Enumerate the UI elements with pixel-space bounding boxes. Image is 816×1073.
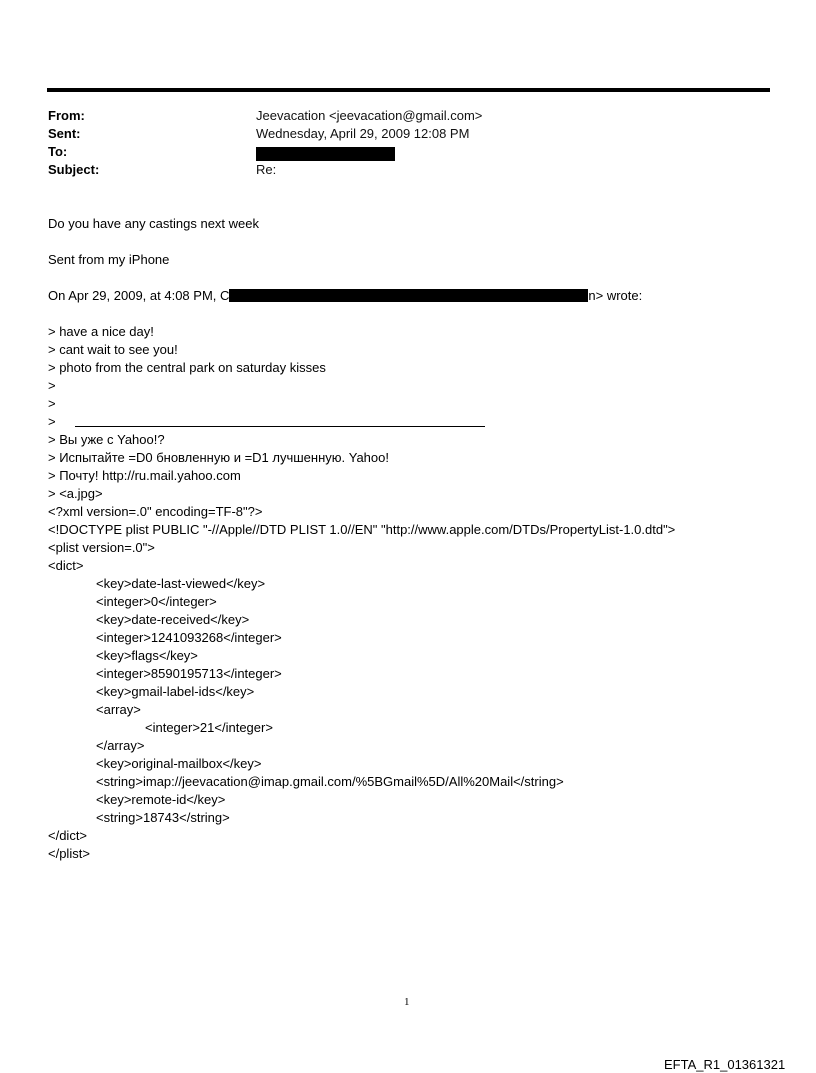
plist-line: <integer>0</integer> bbox=[96, 594, 217, 609]
plist-line: <dict> bbox=[48, 558, 84, 573]
plist-line: <key>remote-id</key> bbox=[96, 792, 226, 807]
sender-redaction bbox=[229, 289, 588, 302]
plist-line: <integer>1241093268</integer> bbox=[96, 630, 282, 645]
plist-line: <plist version=.0"> bbox=[48, 540, 155, 555]
from-label: From: bbox=[48, 108, 85, 123]
bates-number: EFTA_R1_01361321 bbox=[664, 1057, 786, 1072]
quoted-line: > <a.jpg> bbox=[48, 486, 103, 501]
plist-line: <key>date-received</key> bbox=[96, 612, 250, 627]
quoted-line: > Вы уже с Yahoo!? bbox=[48, 432, 165, 447]
wrote-suffix: n> wrote: bbox=[588, 288, 643, 303]
sent-label: Sent: bbox=[48, 126, 81, 141]
plist-line: <integer>21</integer> bbox=[145, 720, 273, 735]
quoted-line: > Почту! http://ru.mail.yahoo.com bbox=[48, 468, 241, 483]
plist-line: <key>flags</key> bbox=[96, 648, 198, 663]
plist-line: <!DOCTYPE plist PUBLIC "-//Apple//DTD PLIST 1.0//EN" "http://www.apple.com/DTDs/PropertyList-1.0.dtd"> bbox=[48, 522, 676, 537]
plist-line: <array> bbox=[96, 702, 141, 717]
signature-divider bbox=[75, 426, 485, 427]
page-number: 1 bbox=[404, 996, 410, 1008]
quoted-line: > bbox=[48, 414, 56, 429]
subject-label: Subject: bbox=[48, 162, 100, 177]
subject-value: Re: bbox=[256, 162, 277, 177]
plist-line: </plist> bbox=[48, 846, 90, 861]
plist-line: <integer>8590195713</integer> bbox=[96, 666, 282, 681]
to-label: To: bbox=[48, 144, 68, 159]
plist-line: <string>imap://jeevacation@imap.gmail.com/%5BGmail%5D/All%20Mail</string> bbox=[96, 774, 564, 789]
sent-value: Wednesday, April 29, 2009 12:08 PM bbox=[256, 126, 470, 141]
to-redaction bbox=[256, 147, 395, 166]
plist-line: </dict> bbox=[48, 828, 88, 843]
plist-line: <?xml version=.0" encoding=TF-8"?> bbox=[48, 504, 263, 519]
wrote-line bbox=[48, 287, 642, 305]
quoted-line: > Испытайте =D0 бновленную и =D1 лучшенную. Yahoo! bbox=[48, 450, 389, 465]
body-line-castings: Do you have any castings next week bbox=[48, 216, 260, 231]
quoted-line: > photo from the central park on saturday kisses bbox=[48, 360, 326, 375]
plist-line: <key>original-mailbox</key> bbox=[96, 756, 262, 771]
plist-line: <key>date-last-viewed</key> bbox=[96, 576, 266, 591]
body-line-signature: Sent from my iPhone bbox=[48, 252, 170, 267]
wrote-prefix: On Apr 29, 2009, at 4:08 PM, C bbox=[48, 288, 230, 303]
quoted-line: > have a nice day! bbox=[48, 324, 154, 339]
quoted-line: > bbox=[48, 396, 56, 411]
header-rule bbox=[47, 88, 770, 92]
plist-line: </array> bbox=[96, 738, 145, 753]
plist-line: <key>gmail-label-ids</key> bbox=[96, 684, 255, 699]
plist-line: <string>18743</string> bbox=[96, 810, 230, 825]
quoted-line: > cant wait to see you! bbox=[48, 342, 178, 357]
quoted-line: > bbox=[48, 378, 56, 393]
from-value: Jeevacation <jeevacation@gmail.com> bbox=[256, 108, 483, 123]
